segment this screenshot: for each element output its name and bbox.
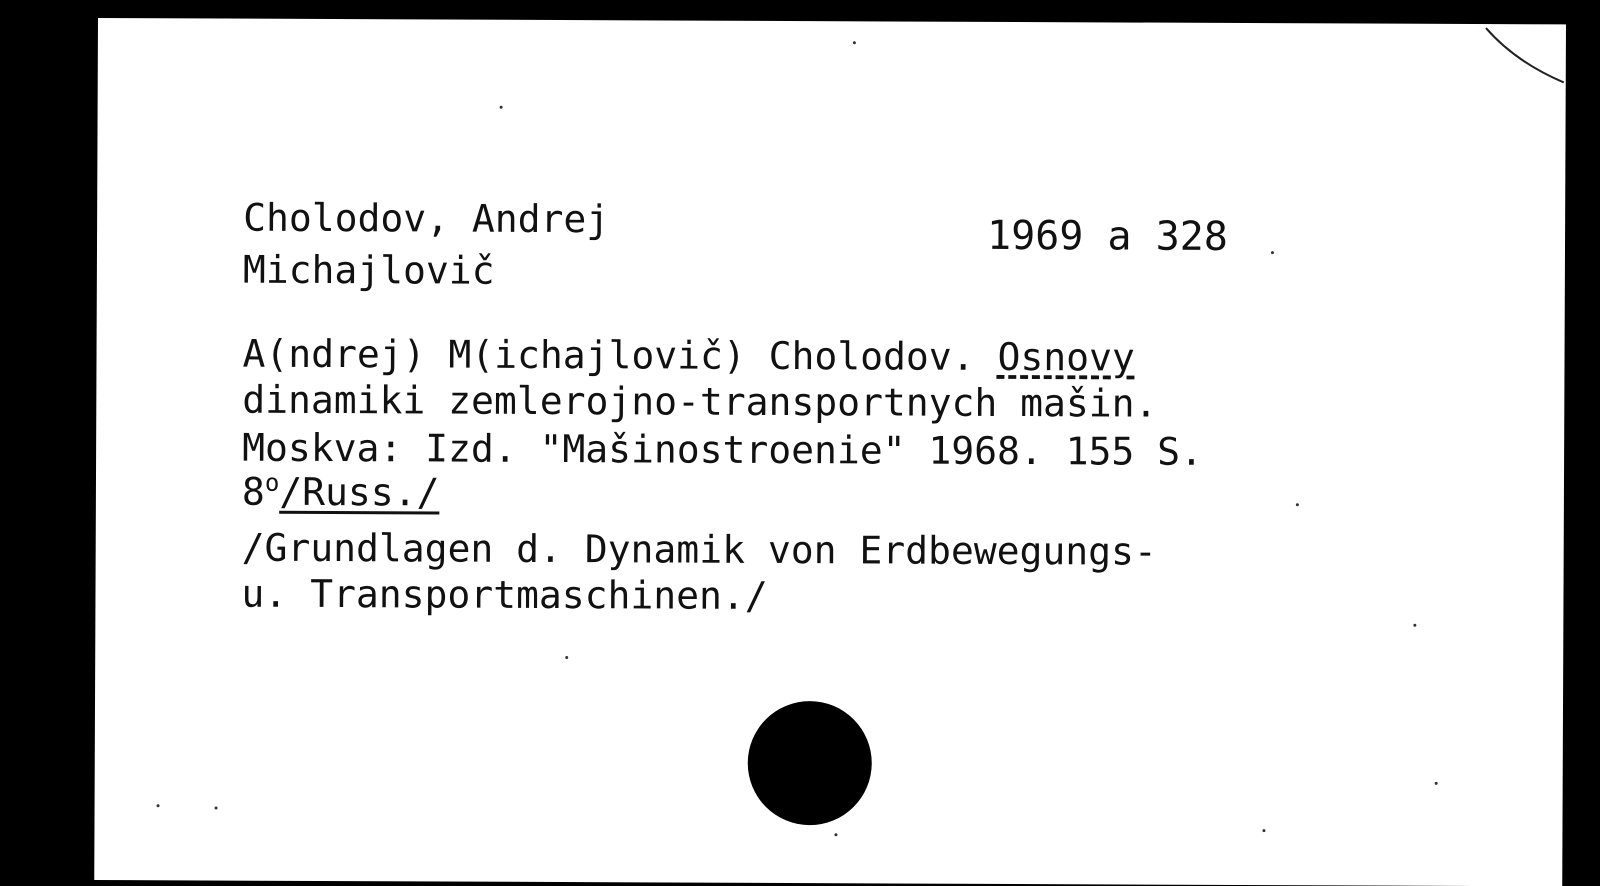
speck bbox=[1413, 624, 1416, 627]
catalog-card bbox=[94, 18, 1566, 886]
entry-line-3: Moskva: Izd. "Mašinostroenie" 1968. 155 S. bbox=[242, 425, 1204, 474]
format-superscript: o bbox=[264, 468, 280, 497]
speck bbox=[157, 804, 160, 807]
author-name-line-1: Cholodov, Andrej bbox=[243, 195, 610, 242]
speck bbox=[1262, 829, 1265, 832]
language-note: /Russ./ bbox=[279, 469, 440, 515]
speck bbox=[834, 833, 837, 836]
author-name-line-2: Michajlovič bbox=[242, 247, 495, 293]
format-number: 8 bbox=[241, 469, 265, 514]
entry-line-5: /Grundlagen d. Dynamik von Erdbewegungs- bbox=[241, 525, 1157, 574]
speck bbox=[565, 656, 568, 659]
speck bbox=[1296, 503, 1299, 506]
speck bbox=[853, 41, 856, 44]
entry-line-1-text: A(ndrej) M(ichajlovič) Cholodov. bbox=[242, 331, 998, 379]
speck bbox=[500, 106, 503, 109]
entry-line-2: dinamiki zemlerojno-transportnych mašin. bbox=[242, 377, 1158, 426]
entry-line-4 bbox=[241, 468, 440, 515]
entry-title-start: Osnovy bbox=[997, 334, 1135, 380]
entry-line-6: u. Transportmaschinen./ bbox=[241, 571, 768, 618]
punch-hole bbox=[747, 701, 872, 826]
speck bbox=[1271, 251, 1274, 254]
speck bbox=[1435, 782, 1438, 785]
entry-line-1 bbox=[242, 331, 1135, 380]
call-number: 1969 a 328 bbox=[986, 212, 1228, 260]
speck bbox=[215, 807, 218, 810]
corner-fold-mark bbox=[1476, 24, 1566, 94]
